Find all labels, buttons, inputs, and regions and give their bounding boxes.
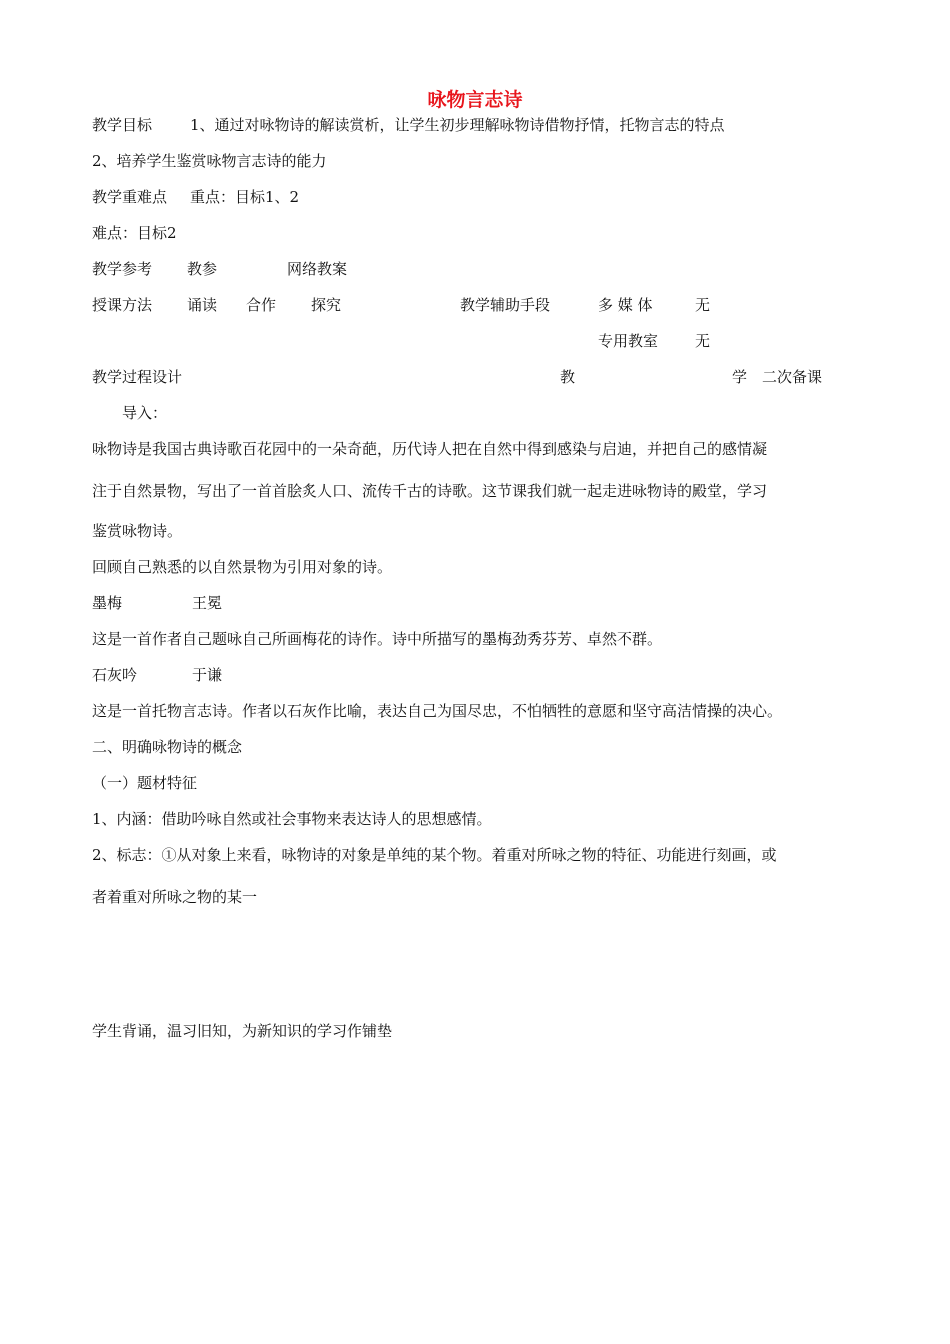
review-line: 回顾自己熟悉的以自然景物为引用对象的诗。 xyxy=(92,558,393,576)
key-label: 教学重难点 xyxy=(92,188,168,206)
intro-paragraph-line-3: 鉴赏咏物诗。 xyxy=(92,522,183,540)
poem-1-author: 王冕 xyxy=(192,594,223,612)
aid-1-name: 多 媒 体 xyxy=(598,296,653,314)
document-title: 咏物言志诗 xyxy=(427,89,523,111)
aid-2-name: 专用教室 xyxy=(598,332,659,350)
method-3: 探究 xyxy=(311,296,342,314)
aid-2-value: 无 xyxy=(695,332,711,350)
aid-1-value: 无 xyxy=(695,296,711,314)
student-note: 学生背诵，温习旧知，为新知识的学习作铺垫 xyxy=(92,1022,393,1040)
poem-1-title: 墨梅 xyxy=(92,594,123,612)
poem-2-author: 于谦 xyxy=(192,666,223,684)
item-2-line-1: 2、标志：①从对象上来看，咏物诗的对象是单纯的某个物。着重对所咏之物的特征、功能进行刻画，或 xyxy=(92,846,777,864)
key-point: 重点：目标1、2 xyxy=(190,188,300,206)
poem-2-title: 石灰吟 xyxy=(92,666,138,684)
intro-paragraph-line-2: 注于自然景物，写出了一首首脍炙人口、流传千古的诗歌。这节课我们就一起走进咏物诗的殿堂，学习 xyxy=(92,482,768,500)
goal-1: 1、通过对咏物诗的解读赏析，让学生初步理解咏物诗借物抒情，托物言志的特点 xyxy=(190,116,725,134)
column-second-prep: 二次备课 xyxy=(762,368,823,386)
column-learn: 学 xyxy=(732,368,748,386)
poem-2-description: 这是一首托物言志诗。作者以石灰作比喻，表达自己为国尽忠，不怕牺牲的意愿和坚守高洁情操的决心。 xyxy=(92,702,783,720)
process-label: 教学过程设计 xyxy=(92,368,183,386)
intro-heading: 导入： xyxy=(122,404,168,422)
reference-label: 教学参考 xyxy=(92,260,153,278)
goal-2: 2、培养学生鉴赏咏物言志诗的能力 xyxy=(92,152,327,170)
item-2-line-2: 者着重对所咏之物的某一 xyxy=(92,888,258,906)
intro-paragraph-line-1: 咏物诗是我国古典诗歌百花园中的一朵奇葩，历代诗人把在自然中得到感染与启迪，并把自己的感情凝 xyxy=(92,440,768,458)
section-heading-2: 二、明确咏物诗的概念 xyxy=(92,738,243,756)
aids-label: 教学辅助手段 xyxy=(460,296,551,314)
subsection-heading: （一）题材特征 xyxy=(92,774,198,792)
column-teach: 教 xyxy=(560,368,576,386)
reference-1: 教参 xyxy=(187,260,218,278)
method-2: 合作 xyxy=(246,296,277,314)
difficulty: 难点：目标2 xyxy=(92,224,177,242)
reference-2: 网络教案 xyxy=(287,260,348,278)
item-1: 1、内涵：借助吟咏自然或社会事物来表达诗人的思想感情。 xyxy=(92,810,492,828)
poem-1-description: 这是一首作者自己题咏自己所画梅花的诗作。诗中所描写的墨梅劲秀芬芳、卓然不群。 xyxy=(92,630,663,648)
goal-label: 教学目标 xyxy=(92,116,153,134)
method-label: 授课方法 xyxy=(92,296,153,314)
method-1: 诵读 xyxy=(187,296,218,314)
